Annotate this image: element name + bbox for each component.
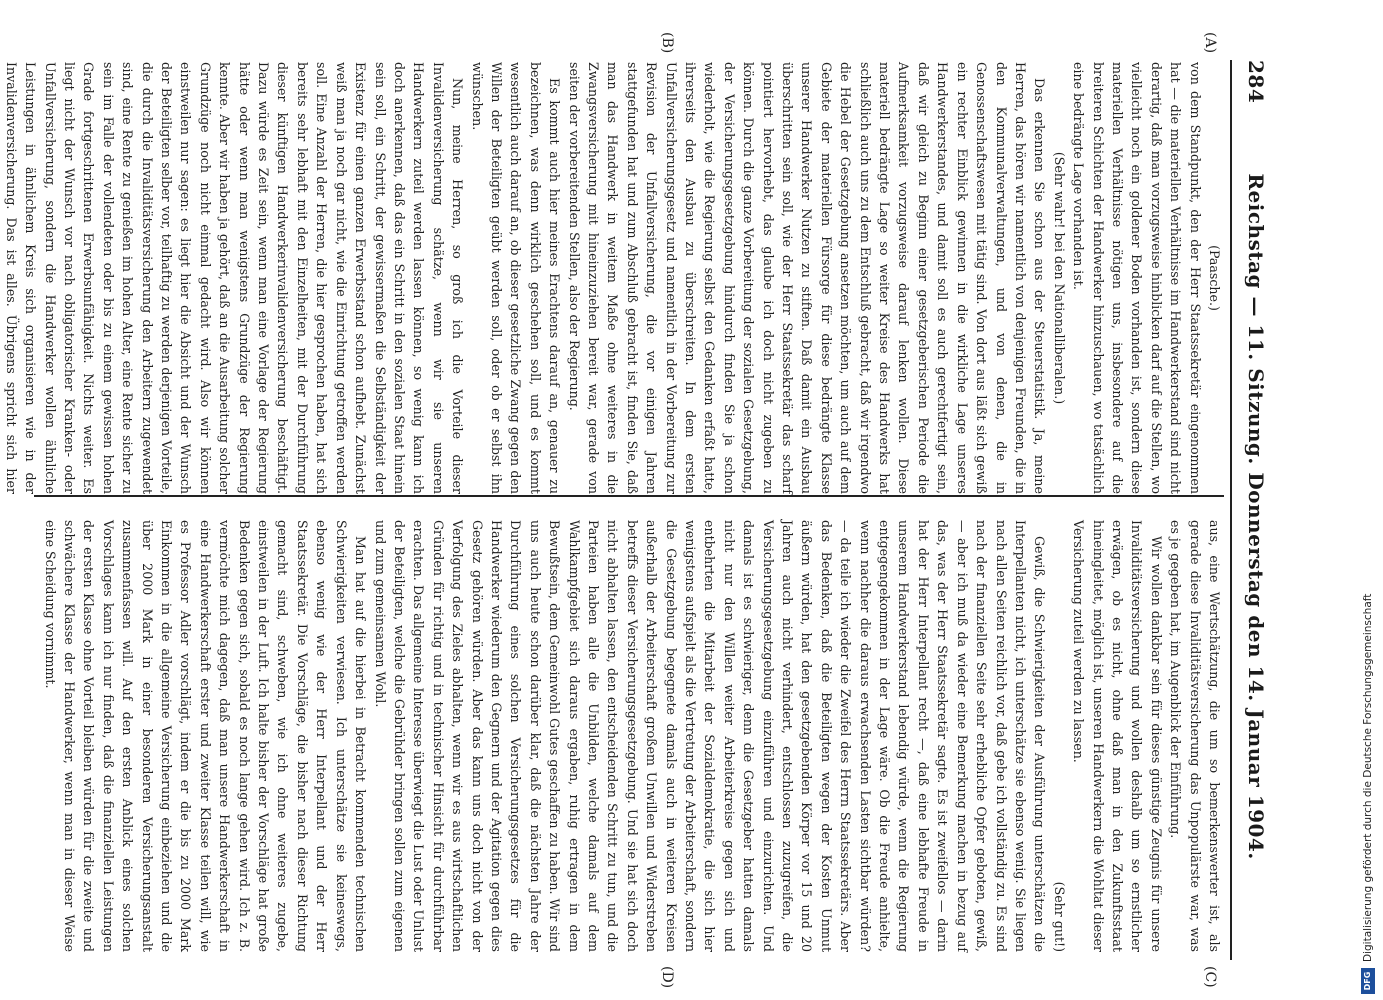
paragraph: Wir wollen dankbar sein für dieses günstige Zeugnis für unsere Invaliditätsversicherung und wollen deshalb um so ernstlicher erwägen, ob es nicht, ohne daß man in den Zukunftsstaat hineingleitet, möglich ist, unseren Handwerkern die Wohltat dieser Versicherung zuteil werden zu lassen.: [1071, 520, 1164, 952]
header-rule: [1230, 60, 1232, 960]
margin-marker-a: (A): [1202, 32, 1218, 54]
text-column-left: [3, 62, 1224, 494]
footer-credit: Digitalisierung gefördert durch die Deutsche Forschungsgemeinschaft: [1361, 593, 1374, 962]
digitization-footer: [1352, 0, 1383, 1000]
text-column-right: [34, 520, 1224, 952]
paragraph: Gewiß, die Schwierigkeiten der Ausführung unterschätzen die Interpellanten nicht, ich unterschätze sie ebenso wenig. Sie liegen nach allen Seiten reichlich vor, daß gebe ich vollständig zu. Es sind nach der finanziellen Seite sehr erhebliche Opfer geboten, gewiß, — aber ich muß da wieder eine Bemerkung machen in bezug auf das, was der Herr Staatssekretär sagte. Es ist zweifellos — darin hat der Herr Interpellant recht —, daß eine lebhafte Freude in unserem Handwerkerstand lebendig würde, wenn die Regierung entgegengekommen in der Lage wäre. Ob die Freude anhielte, wenn nachher die daraus erwachsenden Lasten sichtbar würden? — da teile ich wieder die Zweifel des Herrn Staatssekretärs. Aber das Bedenken, daß die Beteiligten wegen der Kosten Unmut äußern würden, hat den gesetzgebenden Körper vor 15 und 20 Jahren auch nicht verhindert, entschlossen zuzugreifen, die Versicherungsgesetzgebung einzuführen und einzurichten. Und damals ist es schwieriger, denn die Gesetzgeber hatten damals nicht nur den Willen weiter Arbeiterkreise gegen sich und entbehrten die Mitarbeit der Sozialdemokratie, die sich hier wenigstens aufspielt als die Vertretung der Arbeiterschaft, sondern die Gesetzgebung begegnete damals auch in weiteren Kreisen außerhalb der Arbeiterschaft großem Unwillen und Widerstreben betreffs dieser Versicherungsgesetzgebung. Und sie hat sich doch nicht abhalten lassen, den entscheidenden Schritt zu tun, und die Parteien haben alle die Unbilden, welche damals auf dem Wahlkampfgebiet sich daraus ergaben, ruhig ertragen in dem Bewußtsein, dem Gemeinwohl Gutes geschaffen zu haben. Wir sind uns auch heute schon darüber klar, daß die nächsten Jahre der Durchführung eines solchen Versicherungsgesetzes für die Handwerker wiederum den Gegnern und der Agitation gegen dies Gesetz gehören würden. Aber das kann uns doch nicht von der Verfolgung des Zieles abhalten, wenn wir es aus wirtschaftlichen Gründen für richtig und in technischer Hinsicht für durchführbar erachten. Das allgemeine Interesse überwiegt die Lust oder Unlust der Beteiligten, welche die Gebrühder bringen sollen zum eigenen und zum gemeinsamen Wohl.: [372, 520, 1048, 952]
margin-marker-c: (C): [1202, 966, 1218, 988]
paragraph: Es kommt auch hier meines Erachtens darauf an, genauer zu bezeichnen, was denn wirklich geschehen soll, und es kommt wesentlich auch darauf an, ob dieser gesetzliche Zwang gegen den Willen der Beteiligten geübt werden soll, oder ob er selbst ihn wünschen.: [469, 62, 563, 494]
paragraph: Nun, meine Herren, so groß ich die Vorteile dieser Invalidenversicherung schätze, wenn wir sie unseren Handwerkern zuteil werden lassen können, so wenig kann ich doch anerkennen, daß das ein Schritt in den sozialen Staat hinein sein soll, ein Schritt, der gewissermaßen die Selbständigkeit der Existenz für einen ganzen Erwerbsstand schon aufhebt. Zunächst weiß man ja noch gar nicht, wie die Einrichtung getroffen werden soll. Eine Anzahl der Herren, die hier gesprochen haben, hat sich bereits sehr lebhaft mit den Einzelheiten, mit der Durchführung dieser künftigen Handwerkerinvalidenversicherung beschäftigt. Dazu würde es Zeit sein, wenn man eine Vorlage der Regierung hätte oder wenn man wenigstens Grundzüge der Regierung kennte. Aber wir haben ja gehört, daß an die Ausarbeitung solcher Grundzüge noch nicht einmal gedacht wird. Also wir können einstweilen nur sagen: es liegt hier die Absicht und der Wunsch der Beteiligten selber vor, teilhaftig zu werden derjenigen Vorteile, die durch die Invaliditätsversicherung den Arbeitern zugewendet sind, eine Rente zu genießen im hohen Alter, eine Rente sicher zu sein im Falle der vollendeten oder bis zu einem gewissen hohen Grade fortgeschrittenen Erwerbsunfähigkeit. Nichts weiter. Es liegt nicht der Wunsch vor nach obligatorischer Kranken- oder Unfallversicherung, sondern die Handwerker wollen ähnliche Leistungen in ähnlichem Kreis sich organisieren wie in der Invalidenversicherung. Das ist alles. Übrigens spricht sich hier: [3, 62, 466, 494]
column-divider: [34, 495, 1224, 497]
page-number: 284: [1244, 60, 1268, 104]
margin-marker-d: (D): [659, 966, 675, 989]
paragraph: Man hat auf die hierbei in Betracht kommenden technischen Schwierigkeiten verwiesen. Ich unterschätze sie keineswegs, ebenso wenig wie der Herr Interpellant und der Herr Staatssekretär. Die Vorschläge, die bisher nach dieser Richtung gemacht sind, schweben, wie ich ohne weiteres zugebe, einstweilen in der Luft. Ich halte bisher der Vorschläge hat große Bedenken gegen sich, sobald es noch lange gehen wird. Ich z. B. vermöchte mich dagegen, daß man unsere Handwerkerschaft in eine Handwerkerschaft erster und zweiter Klasse teilen will, wie es Professor Adler vorschlägt, indem er die bis zu 2000 Mark Einkommen in die allgemeine Versicherung einbeziehen und die über 2000 Mark in einer besonderen Versicherungsanstalt zusammenfassen will. Auf den ersten Anblick eines solchen Vorschlages kann ich nur finden, daß die finanziellen Leistungen der ersten Klasse ohne Vorteil bleiben würden für die zweite und schwächere Klasse der Handwerker, wenn man in dieser Weise eine Scheidung vornimmt.: [42, 520, 369, 952]
interjection: (Sehr gut!): [1051, 881, 1067, 952]
speaker-name: (Paasche.): [1207, 245, 1222, 311]
page-header: [1236, 60, 1276, 960]
page-running-title: Reichstag — 11. Sitzung. Donnerstag den 14. Januar 1904.: [1244, 173, 1268, 860]
paragraph: Das erkennen Sie schon aus der Steuerstatistik. Ja, meine Herren, das hören wir namentlich von denjenigen Freunden, die in den Kommunalverwaltungen, und von denen, die in Genossenschaftswesen mit tätig sind. Von dort aus läßt sich gewiß ein rechter Einblick gewinnen in die wirkliche Lage unseres Handwerkerstandes, und damit soll es auch gerechtfertigt sein, daß wir gleich zu Beginn einer gesetzgeberischen Periode die Aufmerksamkeit vorzugsweise darauf lenken wollen. Diese materiell bedrängte Lage so weiter Kreise des Handwerks hat schließlich auch uns zu dem Entschluß gebracht, daß wir irgendwo die Hebel der Gesetzgebung ansetzen möchten, um auch auf dem Gebiete der materiellen Fürsorge für diese bedrängte Klasse unserer Handwerker Nutzen zu stiften. Daß damit ein Ausbau überschritten sein soll, wie der Herr Staatssekretär das scharf pointiert hervorhebt, das glaube ich doch nicht zugeben zu können. Durch die ganze Vorbereitung der sozialen Gesetzgebung, der Versicherungsgesetzgebung hindurch finden Sie ja schon wiederholt, wie die Regierung selbst den Gedanken erfaßt hatte, ihrerseits den Ausbau zu überschreiten. In dem ersten Unfallversicherungsgesetz und namentlich in der Vorbereitung zur Revision der Unfallversicherung, die vor einigen Jahren stattgefunden hat und zum Abschluß gebracht ist, finden Sie, daß man das Handwerk in weitem Maße ohne weiteres in die Zwangsversicherung mit hineinzuziehen bereit war, gerade von seiten der vorbereitenden Stellen, also der Regierung.: [566, 62, 1048, 494]
dfg-logo-icon: DFG: [1361, 968, 1375, 994]
interjection: (Sehr wahr! bei den Nationalliberalen.): [1051, 151, 1067, 405]
paragraph: von dem Standpunkt, den der Herr Staatssekretär eingenommen hat — die materiellen Verhältnisse im Handwerkerstand sind nicht derartig, daß man vorzugsweise hinblicken darf auf die Stellen, wo vielleicht noch ein goldener Boden vorhanden ist, sondern diese materiellen Verhältnisse nötigen uns, insbesondere auf die breiteren Schichten der Handwerker hinzuschauen, wo tatsächlich eine bedrängte Lage vorhanden ist.: [1071, 62, 1203, 494]
paragraph: aus, eine Wertschätzung, die um so bemerkenswerter ist, als gerade diese Invaliditätsversicherung das Unpopulärste war, was es je gegeben hat, im Augenblick der Einführung.: [1168, 520, 1222, 952]
margin-marker-b: (B): [659, 32, 675, 54]
